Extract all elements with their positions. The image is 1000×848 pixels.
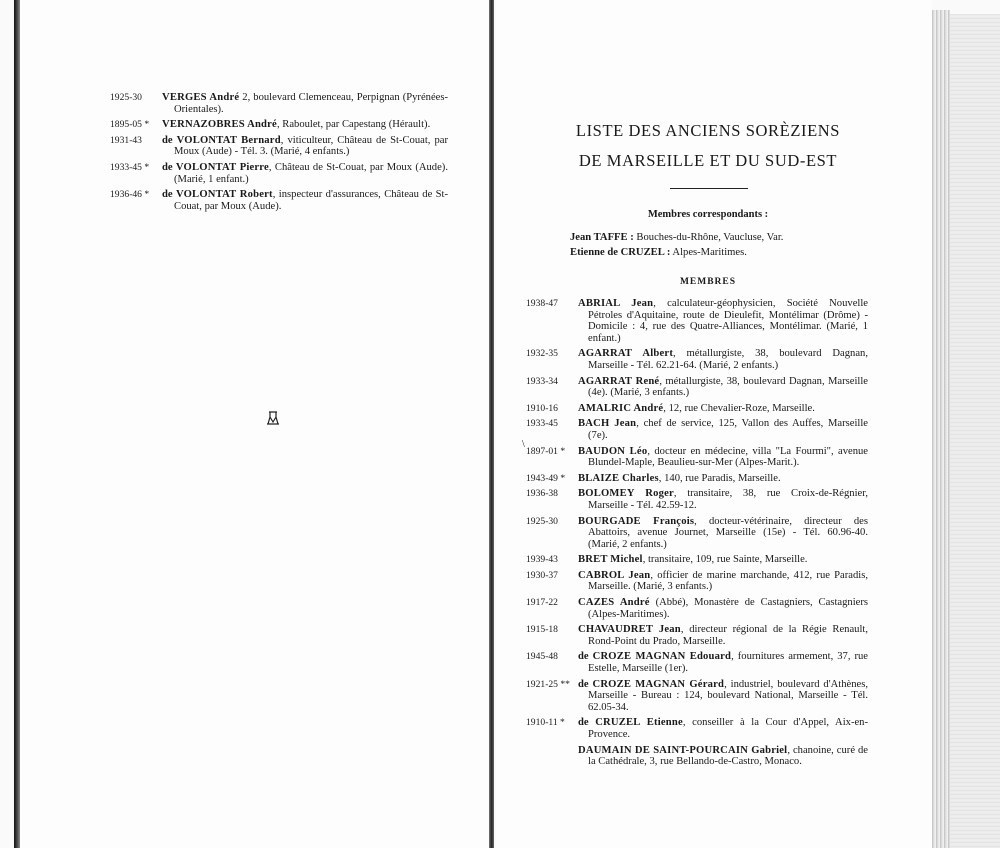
book-gutter [489, 0, 494, 848]
entry-detail: , 140, rue Paradis, Marseille. [658, 472, 781, 484]
entry-text [578, 488, 868, 511]
entry-text [578, 651, 868, 674]
entry-text [578, 473, 868, 485]
entry-detail: , métallurgiste, 38, boulevard Dagnan, Marseille - Tél. 62.21-64. (Marié, 2 enfants.) [588, 348, 868, 371]
entry-detail: , transitaire, 109, rue Sainte, Marseille. [642, 554, 808, 566]
entry-years: 1933-34 [526, 375, 558, 387]
correspondent-line [570, 232, 870, 243]
correspondents-heading: Membres correspondants : [647, 209, 769, 220]
list-item [526, 745, 868, 768]
entry-text [578, 679, 868, 714]
entry-detail: , industriel, boulevard d'Athènes, Marseille - Bureau : 124, boulevard National, Marseille - Tél. 62.05-34. [588, 678, 868, 713]
entry-detail: , docteur-vétérinaire, directeur des Abattoirs, avenue Journet, Marseille (15e) - Tél. 60.96-40. (Marié, 2 enfants.) [588, 515, 868, 550]
entry-years: 1895-05 * [110, 119, 150, 131]
entry-text [578, 418, 868, 441]
entry-prefix: de [162, 134, 177, 146]
list-item [526, 473, 868, 485]
entry-detail: , chanoine, curé de la Cathédrale, 3, rue Bellando-de-Castro, Monaco. [588, 744, 868, 768]
entry-name: CABROL Jean [578, 569, 651, 581]
entry-name: VERGES André [162, 92, 240, 103]
list-item [526, 717, 868, 740]
entry-prefix: de [578, 651, 593, 663]
entry-detail: (Abbé), Monastère de Castagniers, Castagniers (Alpes-Maritimes). [588, 597, 868, 620]
entry-years: 1939-43 [526, 554, 558, 566]
entry-text [162, 92, 448, 115]
entry-years: 1932-35 [526, 348, 558, 360]
entry-name: CROZE MAGNAN Gérard [592, 678, 725, 690]
entry-years: 1945-48 [526, 651, 558, 663]
facing-page-edges [950, 14, 1000, 848]
entry-years: 1910-11 * [526, 717, 565, 729]
list-item [526, 298, 868, 344]
entry-text [578, 624, 868, 647]
list-item [526, 516, 868, 551]
entry-name: BLAIZE Charles [578, 472, 659, 484]
page-title-line1: LISTE DES ANCIENS SORÈZIENS [575, 121, 841, 140]
entry-name: AMALRIC André [578, 402, 664, 414]
correspondent-name: Etienne de CRUZEL : [570, 247, 671, 258]
entry-years: 1931-43 [110, 134, 142, 146]
entry-years: 1910-16 [526, 402, 558, 414]
entry-name: VERNAZOBRES André [162, 119, 277, 131]
entry-name: VOLONTAT Robert [175, 189, 273, 201]
entry-name: BACH Jean [578, 418, 637, 430]
title-divider [670, 188, 748, 189]
correspondent-regions: Alpes-Maritimes. [670, 247, 747, 258]
entry-text [578, 745, 868, 768]
correspondent-name: Jean TAFFE : [570, 232, 634, 243]
entry-years: 1938-47 [526, 298, 558, 309]
entry-detail: , chef de service, 125, Vallon des Auffes, Marseille (7e). [588, 418, 868, 441]
entry-detail: , docteur en médecine, villa "La Fourmi", avenue Blundel-Maple, Beaulieu-sur-Mer (Alpes-Marit.). [588, 445, 868, 469]
entry-name: CAZES André [578, 597, 650, 609]
entry-name: CHAVAUDRET Jean [578, 624, 681, 636]
entry-name: AGARRAT René [578, 375, 660, 387]
correspondent-line [570, 247, 870, 258]
entry-text [578, 298, 868, 344]
entry-detail: , 12, rue Chevalier-Roze, Marseille. [663, 402, 815, 414]
entry-detail: , Raboulet, par Capestang (Hérault). [276, 119, 431, 131]
list-item [526, 348, 868, 371]
list-item [526, 597, 868, 620]
entry-years: 1925-30 [110, 92, 142, 103]
entry-detail: , conseiller à la Cour d'Appel, Aix-en-Provence. [588, 717, 868, 740]
entry-text [578, 570, 868, 593]
list-item [110, 135, 448, 158]
entry-text [578, 516, 868, 551]
entry-years: 1933-45 [526, 418, 558, 430]
list-item [526, 376, 868, 399]
entry-text [578, 554, 868, 566]
entry-detail: , métallurgiste, 38, boulevard Dagnan, Marseille (4e). (Marié, 3 enfants.) [588, 375, 869, 399]
list-item [526, 403, 868, 415]
list-item [110, 162, 448, 185]
entry-text [162, 119, 448, 131]
entry-prefix: de [162, 161, 176, 173]
entry-text [578, 717, 868, 740]
margin-mark: \ [522, 439, 525, 450]
correspondent-regions: Bouches-du-Rhône, Vaucluse, Var. [633, 232, 784, 243]
entry-detail: , inspecteur d'assurances, Château de St-Couat, par Moux (Aude). [174, 189, 448, 212]
entry-prefix: de [578, 678, 593, 690]
page-title-line2: DE MARSEILLE ET DU SUD-EST [578, 151, 838, 170]
entry-prefix: de [162, 189, 176, 201]
right-page-edges [932, 10, 950, 848]
list-item [110, 189, 448, 212]
entry-text [578, 597, 868, 620]
entry-text [162, 162, 448, 185]
entry-name: AGARRAT Albert [578, 348, 674, 360]
entry-text [578, 376, 868, 399]
entry-name: BAUDON Léo [578, 445, 648, 457]
entry-detail: , directeur régional de la Régie Renault, Rond-Point du Prado, Marseille. [588, 624, 869, 647]
entry-name: CRUZEL Etienne [595, 717, 683, 729]
entry-years [526, 745, 578, 768]
entry-detail: , Château de St-Couat, par Moux (Aude). (Marié, 1 enfant.) [174, 161, 448, 185]
entry-detail: , viticulteur, Château de St-Couat, par Moux (Aude) - Tél. 3. (Marié, 4 enfants.) [174, 134, 448, 158]
member-list [526, 298, 868, 772]
entry-text [578, 348, 868, 371]
list-item [110, 92, 448, 115]
entry-name: ABRIAL Jean [578, 298, 654, 309]
entry-years: 1933-45 * [110, 161, 150, 173]
members-heading: MEMBRES [679, 277, 737, 287]
entry-years: 1930-37 [526, 569, 558, 581]
entry-prefix: de [578, 717, 596, 729]
entry-text [162, 135, 448, 158]
list-item [110, 119, 448, 131]
entry-name: VOLONTAT Pierre [175, 161, 269, 173]
list-item [526, 679, 868, 714]
list-item [526, 624, 868, 647]
entry-years: 1897-01 * [526, 445, 566, 457]
printer-mark-icon [266, 410, 280, 426]
entry-years: 1917-22 [526, 597, 558, 609]
entry-years: 1936-46 * [110, 189, 150, 201]
list-item [526, 446, 868, 469]
list-item [526, 570, 868, 593]
list-item [526, 651, 868, 674]
entry-years: 1936-38 [526, 488, 558, 500]
entry-years: 1943-49 * [526, 472, 566, 484]
entry-name: BOLOMEY Roger [578, 488, 674, 500]
entry-detail: , fournitures armement, 37, rue Estelle, Marseille (1er). [588, 651, 868, 675]
entry-name: CROZE MAGNAN Edouard [592, 651, 732, 663]
entry-text [578, 446, 868, 469]
entry-name: BOURGADE François [578, 515, 695, 527]
entry-name: BRET Michel [578, 554, 643, 566]
entry-text [162, 189, 448, 212]
entry-detail: , officier de marine marchande, 412, rue Paradis, Marseille. (Marié, 3 enfants.) [588, 569, 868, 593]
list-item [526, 554, 868, 566]
entry-years: 1915-18 [526, 624, 558, 636]
list-item [526, 418, 868, 441]
entry-years: 1921-25 ** [526, 678, 570, 690]
entry-name: VOLONTAT Bernard [176, 134, 281, 146]
entry-detail: , calculateur-géophysicien, Société Nouvelle Pétroles d'Aquitaine, route de Dieulefit, Montélimar (Drôme) - Domicile : 4, rue des Quatre-Alliances, Montélimar. (Marié, 1 enfant.) [588, 298, 868, 344]
entry-name: DAUMAIN DE SAINT-POURCAIN Gabriel [578, 744, 788, 756]
list-item [526, 488, 868, 511]
entry-text [578, 403, 868, 415]
entry-detail: , transitaire, 38, rue Croix-de-Régnier, Marseille - Tél. 42.59-12. [588, 488, 868, 511]
entry-years: 1925-30 [526, 515, 558, 527]
entry-detail: 2, boulevard Clemenceau, Perpignan (Pyrénées-Orientales). [174, 92, 448, 115]
left-entry-list [110, 92, 448, 216]
